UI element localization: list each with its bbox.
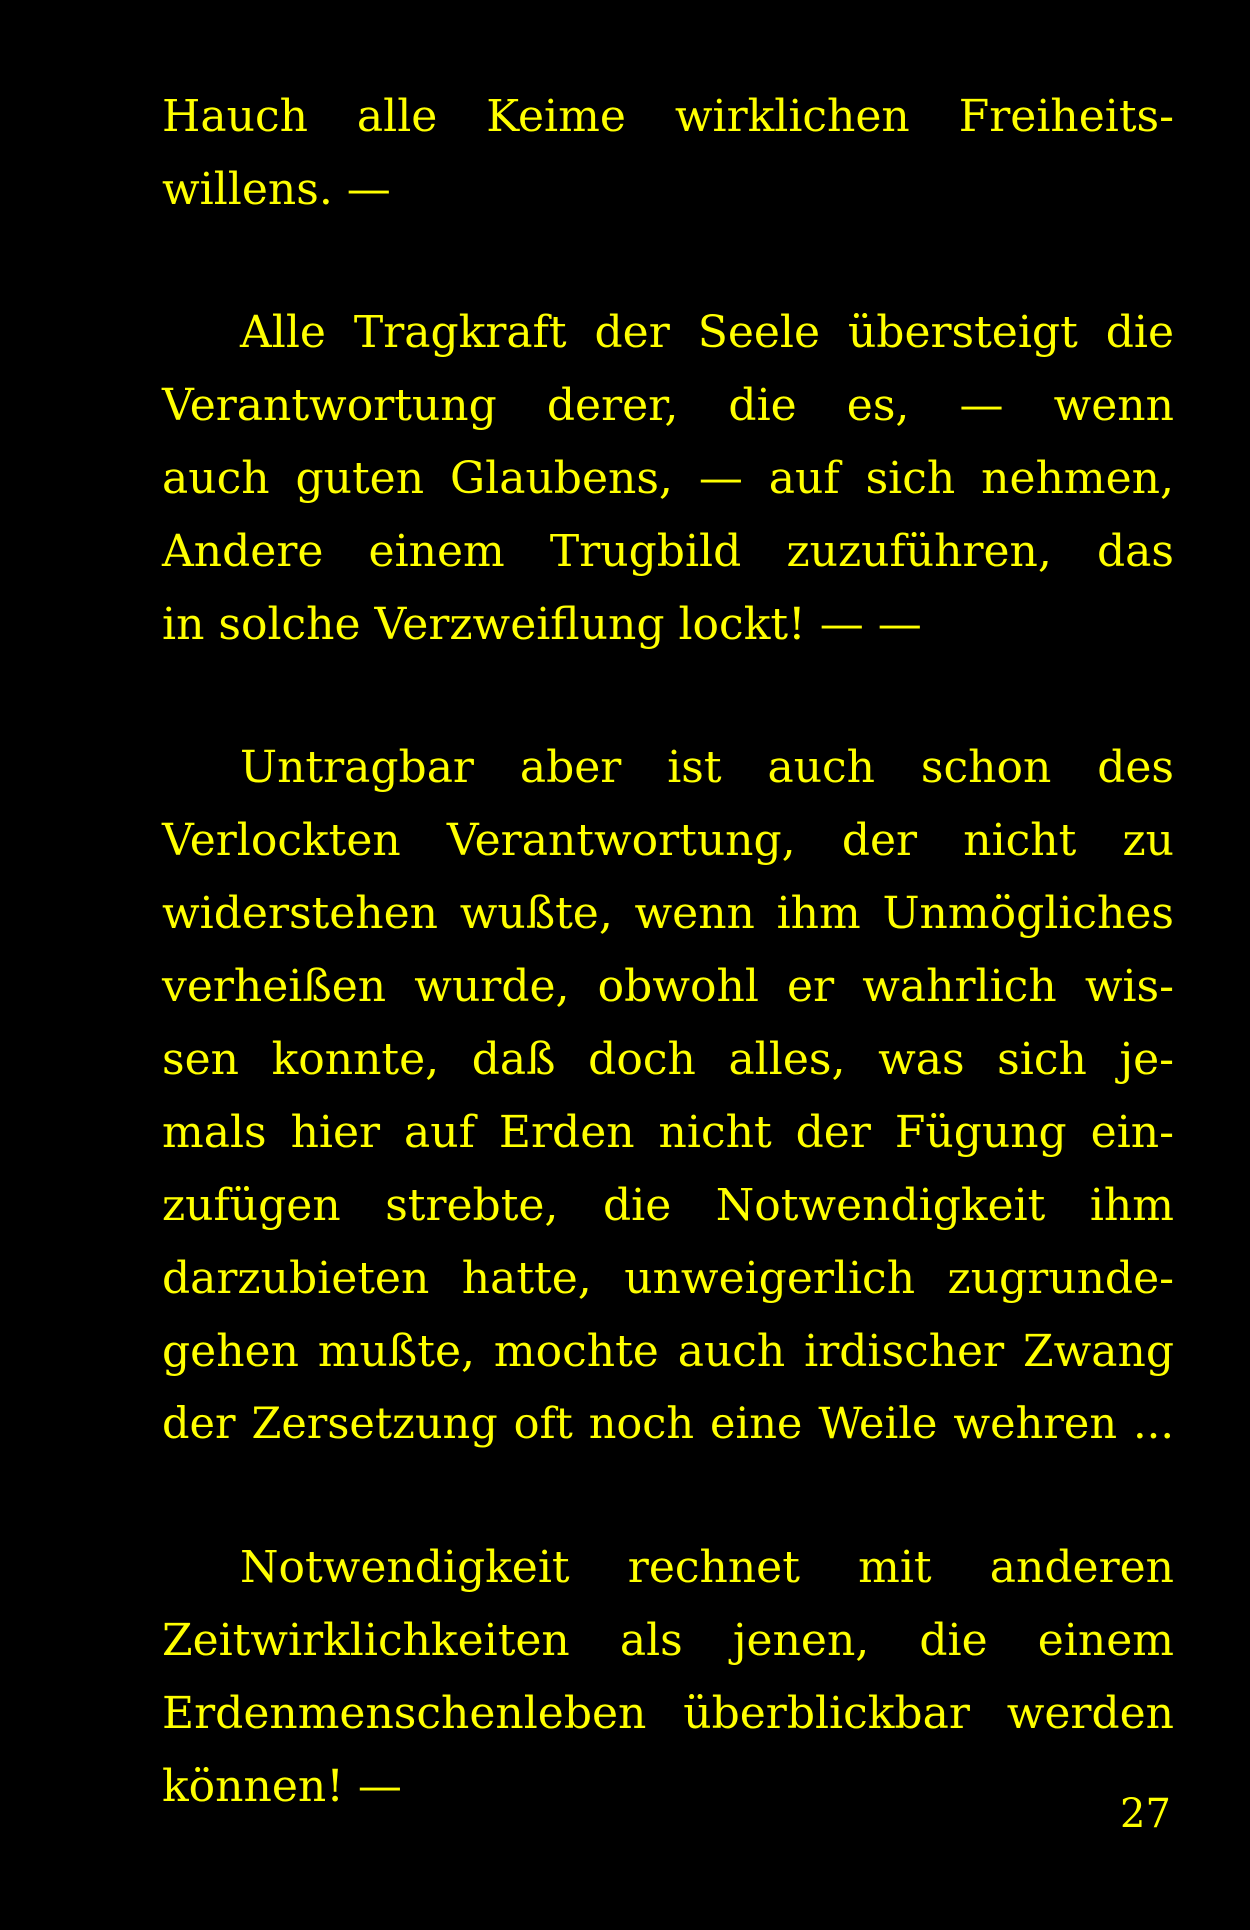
text-line: in solche Verzweiflung lockt! — — (162, 599, 922, 650)
text-line: sen konnte, daß doch alles, was sich je- (162, 1034, 1174, 1085)
text-line: Verantwortung derer, die es, — wenn (162, 380, 1174, 431)
text-line: verheißen wurde, obwohl er wahrlich wis- (162, 961, 1174, 1012)
paragraph-separator (162, 661, 1174, 731)
text-line: Andere einem Trugbild zuzuführen, das (162, 526, 1174, 577)
text-line: willens. — (162, 164, 391, 215)
text-line: gehen mußte, mochte auch irdischer Zwang (162, 1326, 1174, 1377)
text-line: zufügen strebte, die Notwendigkeit ihm (162, 1180, 1174, 1231)
text-line: Notwendigkeit rechnet mit anderen (240, 1542, 1174, 1593)
paragraph-3 (162, 731, 1174, 1461)
text-line: Untragbar aber ist auch schon des (240, 742, 1174, 793)
text-line: widerstehen wußte, wenn ihm Unmögliches (162, 888, 1174, 939)
text-line: mals hier auf Erden nicht der Fügung ein- (162, 1107, 1174, 1158)
text-line: darzubieten hatte, unweigerlich zugrunde- (162, 1253, 1174, 1304)
text-line: Verlockten Verantwortung, der nicht zu (162, 815, 1174, 866)
paragraph-separator (162, 1461, 1174, 1531)
text-line: können! — (162, 1761, 402, 1812)
text-line: Erdenmenschenleben überblickbar werden (162, 1688, 1174, 1739)
text-line: auch guten Glaubens, — auf sich nehmen, (162, 453, 1174, 504)
paragraph-1 (162, 80, 1174, 226)
paragraph-separator (162, 226, 1174, 296)
page-number: 27 (1120, 1791, 1171, 1837)
page-body (162, 80, 1174, 1823)
text-line: Zeitwirklichkeiten als jenen, die einem (162, 1615, 1174, 1666)
paragraph-2 (162, 296, 1174, 661)
paragraph-4 (162, 1531, 1174, 1823)
text-line: Alle Tragkraft der Seele übersteigt die (240, 307, 1174, 358)
text-line: der Zersetzung oft noch eine Weile wehren ... (162, 1399, 1174, 1449)
text-line: Hauch alle Keime wirklichen Freiheits- (162, 91, 1174, 142)
